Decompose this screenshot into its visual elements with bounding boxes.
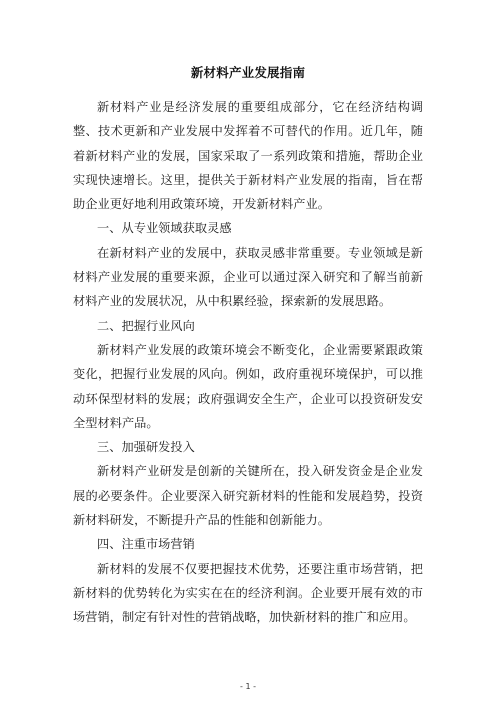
section-heading-1: 一、从专业领域获取灵感 xyxy=(97,221,232,236)
document-body xyxy=(73,95,423,630)
paragraph-intro: 新材料产业是经济发展的重要组成部分，它在经济结构调整、技术更新和产业发展中发挥着不可替代的作用。近几年，随着新材料产业的发展，国家采取了一系列政策和措施，帮助企业实现快速增长。这里，提供关于新材料产业发展的指南，旨在帮助企业更好地利用政策环境，开发新材料产业。 xyxy=(73,100,423,212)
paragraph-section-4: 新材料的发展不仅要把握技术优势，还要注重市场营销，把新材料的优势转化为实实在在的经济利润。企业要开展有效的市场营销，制定有针对性的营销战略，加快新材料的推广和应用。 xyxy=(73,561,423,625)
document-title: 新材料产业发展指南 xyxy=(190,65,306,80)
page-number: - 1 - xyxy=(240,682,256,691)
paragraph-section-1: 在新材料产业的发展中，获取灵感非常重要。专业领域是新材料产业发展的重要来源，企业可以通过深入研究和了解当前新材料产业的发展状况，从中积累经验，探索新的发展思路。 xyxy=(73,245,423,309)
section-heading-2: 二、把握行业风向 xyxy=(97,318,195,333)
section-heading-3: 三、加强研发投入 xyxy=(97,440,195,455)
paragraph-section-2: 新材料产业发展的政策环境会不断变化，企业需要紧跟政策变化，把握行业发展的风向。例如，政府重视环境保护，可以推动环保型材料的发展；政府强调安全生产，企业可以投资研发安全型材料产品。 xyxy=(73,342,423,430)
section-heading-4: 四、注重市场营销 xyxy=(97,537,195,552)
paragraph-section-3: 新材料产业研发是创新的关键所在，投入研发资金是企业发展的必要条件。企业要深入研究新材料的性能和发展趋势，投资新材料研发，不断提升产品的性能和创新能力。 xyxy=(73,464,423,528)
